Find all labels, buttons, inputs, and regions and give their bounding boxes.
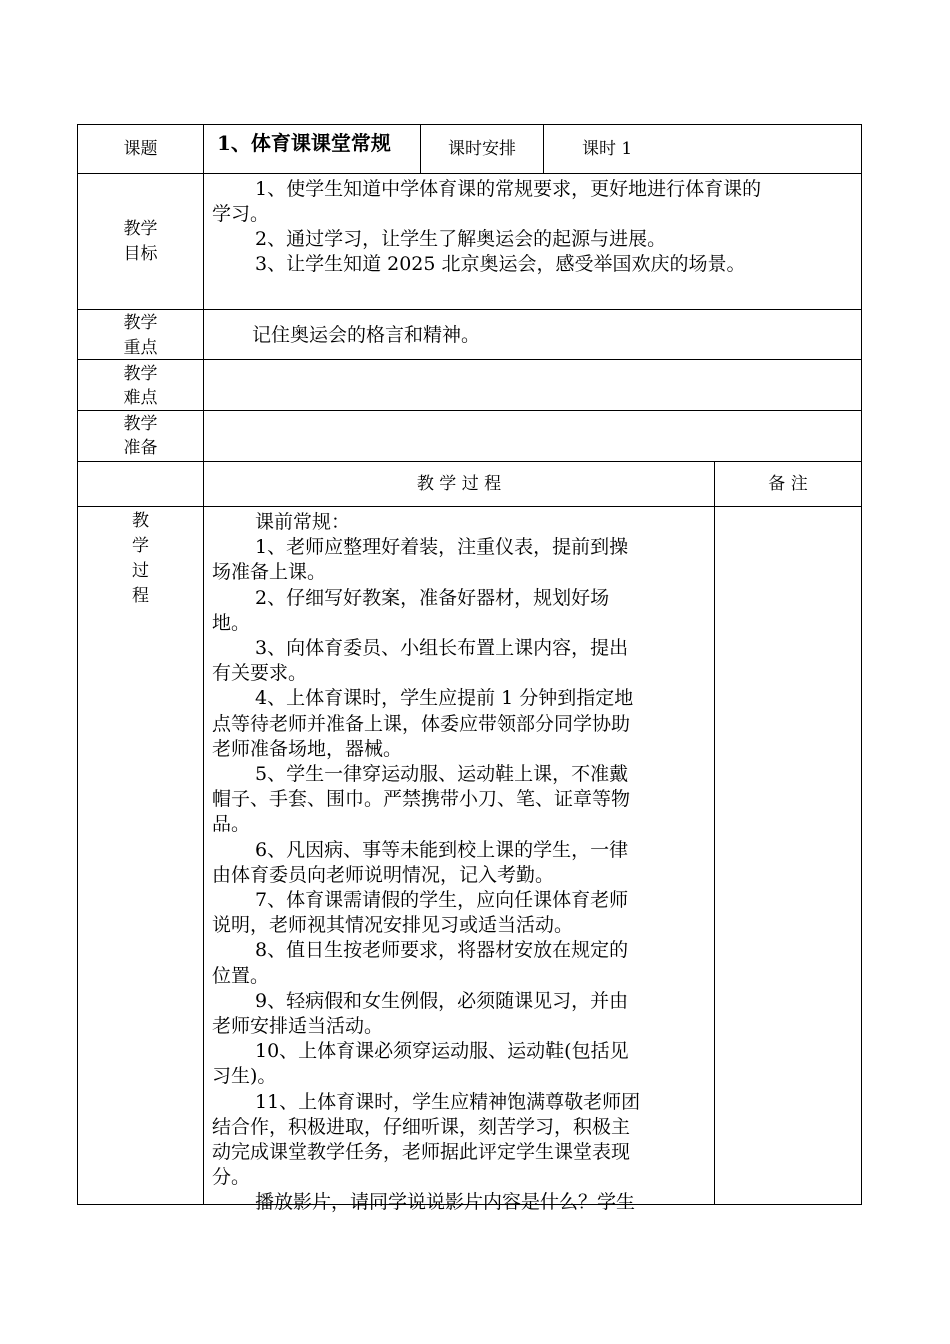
table-border-right [861, 124, 862, 1205]
row-divider [77, 461, 862, 462]
process-line: 习生)。 [212, 1065, 277, 1087]
process-line: 点等待老师并准备上课，体委应带领部分同学协助 [212, 713, 631, 735]
column-divider [543, 124, 544, 174]
process-side-char: 过 [132, 561, 149, 581]
process-line: 位置。 [212, 965, 270, 987]
process-line: 品。 [212, 813, 251, 835]
process-line: 10、上体育课必须穿运动服、运动鞋(包括见 [255, 1040, 629, 1062]
row-divider [77, 309, 862, 310]
process-line: 6、凡因病、事等未能到校上课的学生，一律 [255, 839, 629, 861]
process-side-char: 学 [132, 536, 149, 556]
preparation-label-2: 准备 [123, 438, 158, 458]
process-line: 2、仔细写好教案，准备好器材，规划好场 [255, 587, 610, 609]
process-line: 7、体育课需请假的学生，应向任课体育老师 [255, 889, 629, 911]
process-line: 3、向体育委员、小组长布置上课内容，提出 [255, 637, 629, 659]
process-line: 场准备上课。 [212, 561, 327, 583]
preparation-label-1: 教学 [123, 414, 158, 434]
objective-line: 3、让学生知道 2025 北京奥运会，感受举国欢庆的场景。 [255, 253, 746, 275]
process-line: 有关要求。 [212, 662, 308, 684]
key-points-label-2: 重点 [123, 338, 158, 358]
process-line: 帽子、手套、围巾。严禁携带小刀、笔、证章等物 [212, 788, 631, 810]
topic-label: 课题 [123, 139, 158, 159]
process-line: 动完成课堂教学任务，老师据此评定学生课堂表现 [212, 1141, 631, 1163]
process-line: 老师准备场地，器械。 [212, 738, 403, 760]
process-line: 由体育委员向老师说明情况，记入考勤。 [212, 864, 555, 886]
process-side-char: 教 [132, 511, 149, 531]
process-line: 9、轻病假和女生例假，必须随课见习，并由 [255, 990, 629, 1012]
schedule-value: 课时 1 [582, 139, 633, 159]
process-side-char: 程 [132, 586, 149, 606]
objective-line: 学习。 [212, 203, 270, 225]
objective-line: 2、通过学习，让学生了解奥运会的起源与进展。 [255, 228, 667, 250]
process-line: 结合作，积极进取，仔细听课，刻苦学习，积极主 [212, 1116, 631, 1138]
process-header: 教 学 过 程 [416, 474, 502, 494]
key-points-label-1: 教学 [123, 313, 158, 333]
key-points-text: 记住奥运会的格言和精神。 [252, 324, 481, 346]
difficulties-label-2: 难点 [123, 388, 158, 408]
process-line: 4、上体育课时，学生应提前 1 分钟到指定地 [255, 687, 634, 709]
process-line: 分。 [212, 1166, 251, 1188]
objectives-label-1: 教学 [123, 219, 158, 239]
process-line: 5、学生一律穿运动服、运动鞋上课，不准戴 [255, 763, 629, 785]
process-line: 播放影片，请同学说说影片内容是什么？学生 [255, 1191, 636, 1213]
schedule-label: 课时安排 [448, 139, 516, 159]
row-divider [77, 506, 862, 507]
column-divider [203, 124, 204, 1205]
objectives-label-2: 目标 [123, 244, 158, 264]
topic-title: 1、体育课课堂常规 [217, 131, 391, 155]
table-border-top [77, 124, 862, 125]
process-line: 老师安排适当活动。 [212, 1015, 384, 1037]
row-divider [77, 173, 862, 174]
table-border-left [77, 124, 78, 1205]
process-line: 1、老师应整理好着装，注重仪表，提前到操 [255, 536, 629, 558]
column-divider [714, 461, 715, 1205]
notes-header: 备 注 [768, 474, 808, 494]
process-line: 8、值日生按老师要求，将器材安放在规定的 [255, 939, 629, 961]
process-line: 课前常规： [255, 511, 351, 533]
difficulties-label-1: 教学 [123, 364, 158, 384]
objective-line: 1、使学生知道中学体育课的常规要求，更好地进行体育课的 [255, 178, 762, 200]
process-line: 说明，老师视其情况安排见习或适当活动。 [212, 914, 574, 936]
process-line: 11、上体育课时，学生应精神饱满尊敬老师团 [255, 1091, 641, 1113]
process-line: 地。 [212, 612, 251, 634]
